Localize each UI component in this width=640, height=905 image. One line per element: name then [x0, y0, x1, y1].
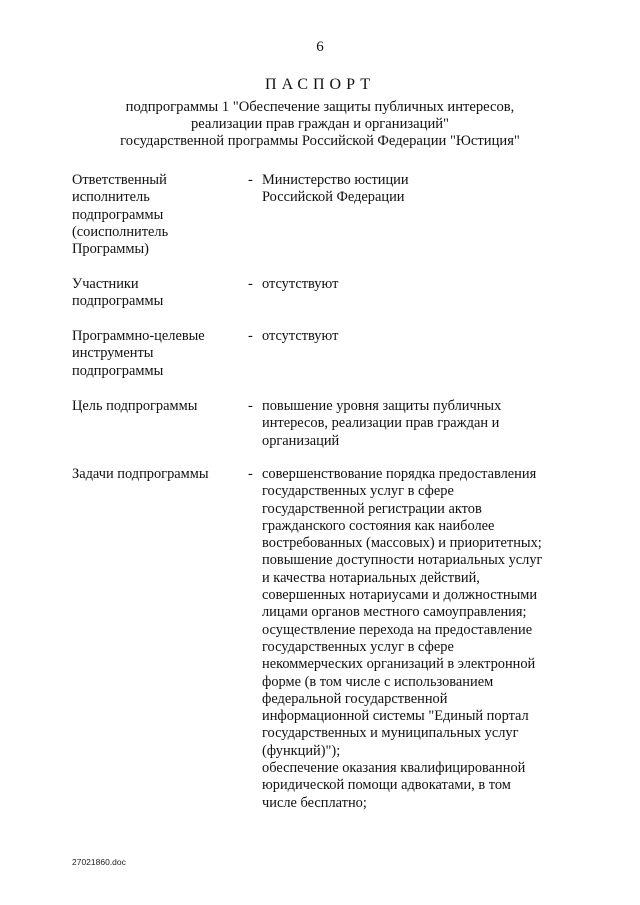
row-dash: -: [248, 398, 253, 414]
row-label: Участники подпрограммы: [72, 276, 164, 310]
subtitle-line: государственной программы Российской Федерации "Юстиция": [120, 133, 520, 149]
subtitle-line: реализации прав граждан и организаций": [190, 116, 450, 132]
row-label: Цель подпрограммы: [72, 398, 198, 414]
passport-row-goal: [72, 398, 592, 466]
passport-table: [72, 172, 592, 826]
row-value: Министерство юстиции Российской Федерации: [262, 172, 409, 206]
row-dash: -: [248, 276, 253, 292]
row-value: отсутствуют: [262, 328, 339, 344]
passport-row-tasks: [72, 466, 592, 826]
passport-row-instruments: [72, 328, 592, 398]
row-dash: -: [248, 172, 253, 188]
subtitle-line: подпрограммы 1 "Обеспечение защиты публичных интересов,: [125, 99, 515, 115]
passport-row-participants: [72, 276, 592, 328]
page-number: 6: [316, 39, 324, 55]
row-value: отсутствуют: [262, 276, 339, 292]
row-label: Программно-целевые инструменты подпрограммы: [72, 328, 205, 379]
row-label: Задачи подпрограммы: [72, 466, 209, 482]
row-value: совершенствование порядка предоставления государственных услуг в сфере государственной регистрации актов гражданского состояния как наиболее востребованных (массовых) и приоритетных; повышение доступности нотариальных услуг и качества нотариальных действий, совершенных нотариусами и должностными лицами органов местного самоуправления; осуществление перехода на предоставление государственных услуг в сфере некоммерческих организаций в электронной форме (в том числе с использованием федеральной государственной информационной системы "Единый портал государственных и муниципальных услуг (функций)"); обеспечение оказания квалифицированной юридической помощи адвокатами, в том числе бесплатно;: [262, 466, 543, 811]
row-dash: -: [248, 466, 253, 482]
document-subtitle: [0, 99, 640, 150]
passport-row-responsible: [72, 172, 592, 276]
row-value: повышение уровня защиты публичных интересов, реализации прав граждан и организаций: [262, 398, 502, 449]
row-label: Ответственный исполнитель подпрограммы (соисполнитель Программы): [72, 172, 169, 258]
row-dash: -: [248, 328, 253, 344]
document-title: ПАСПОРТ: [265, 76, 375, 93]
document-filename: 27021860.doc: [72, 857, 126, 867]
